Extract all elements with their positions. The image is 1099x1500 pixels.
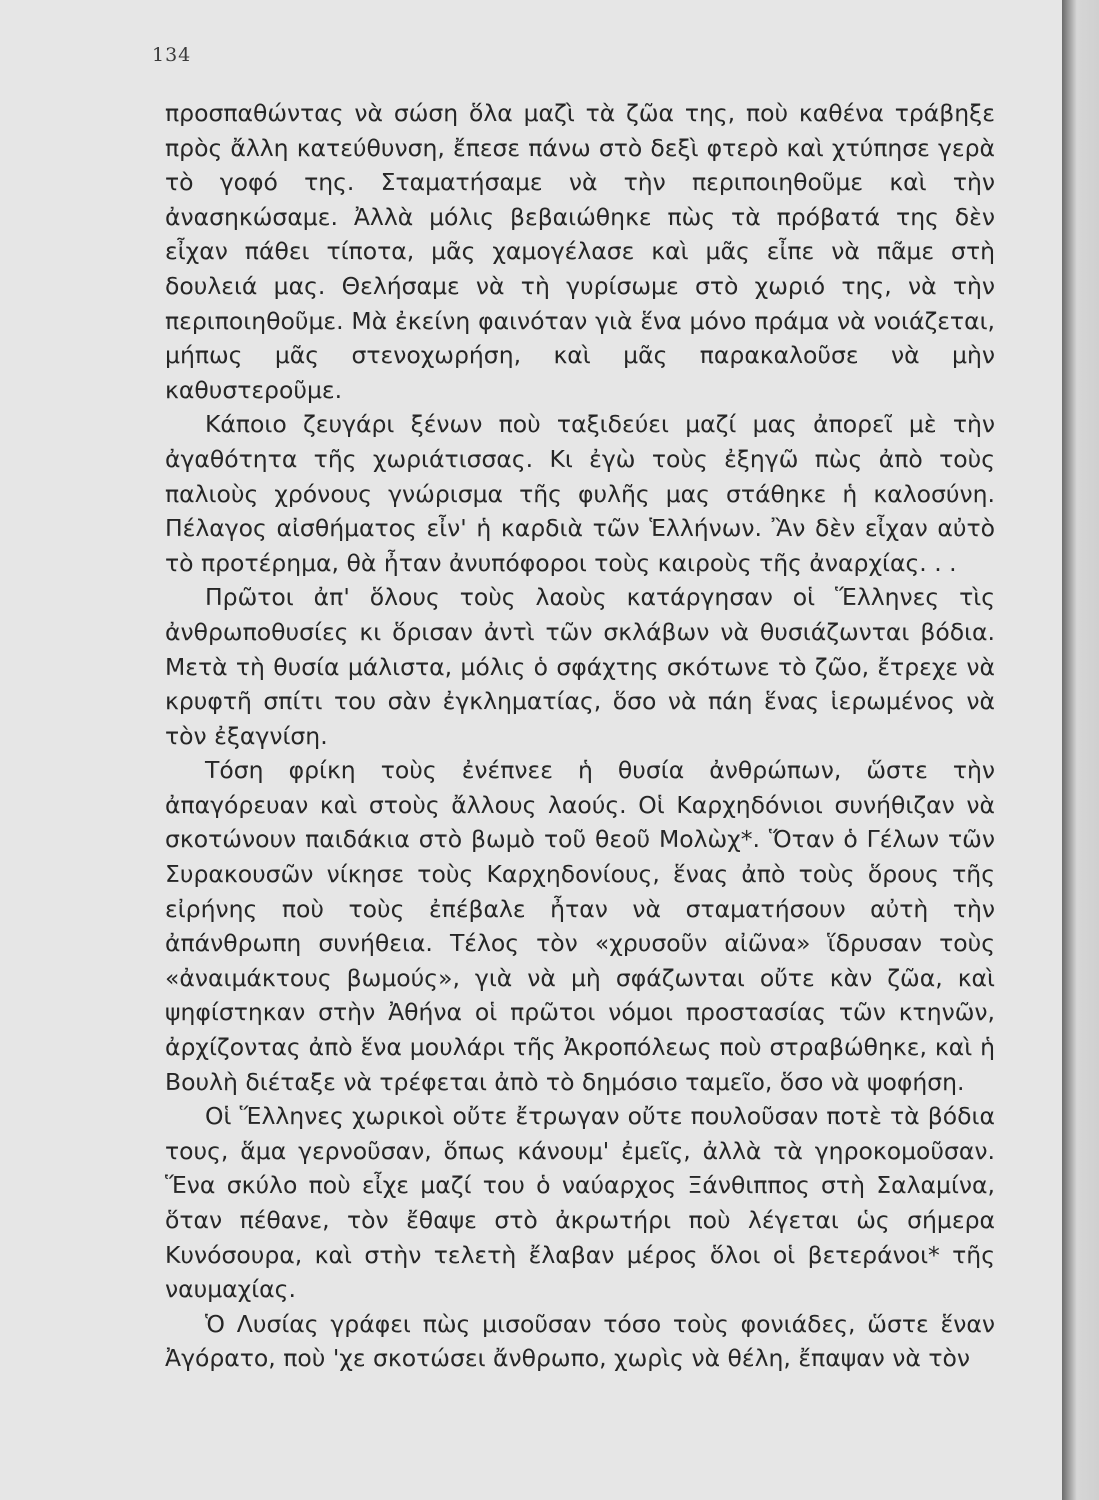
- paragraph: Τόση φρίκη τοὺς ἐνέπνεε ἡ θυσία ἀνθρώπων, ὥστε τὴν ἀπαγόρευαν καὶ στοὺς ἄλλους λαούς. Οἱ Καρχηδόνιοι συνήθιζαν νὰ σκοτώνουν παιδάκια στὸ βωμὸ τοῦ θεοῦ Μολὼχ*. Ὅταν ὁ Γέλων τῶν Συρακουσῶν νίκησε τοὺς Καρχηδονίους, ἕνας ἀπὸ τοὺς ὅρους τῆς εἰρήνης ποὺ τοὺς ἐπέβαλε ἦταν νὰ σταματήσουν αὐτὴ τὴν ἀπάνθρωπη συνήθεια. Τέλος τὸν «χρυσοῦν αἰῶνα» ἵδρυσαν τοὺς «ἀναιμάκτους βωμούς», γιὰ νὰ μὴ σφάζωνται οὔτε κὰν ζῶα, καὶ ψηφίστηκαν στὴν Ἀθήνα οἱ πρῶτοι νόμοι προστασίας τῶν κτηνῶν, ἀρχίζοντας ἀπὸ ἕνα μουλάρι τῆς Ἀκροπόλεως ποὺ στραβώθηκε, καὶ ἡ Βουλὴ διέταξε νὰ τρέφεται ἀπὸ τὸ δημόσιο ταμεῖο, ὅσο νὰ ψοφήση.: [165, 756, 995, 1096]
- paragraph: Κάποιο ζευγάρι ξένων ποὺ ταξιδεύει μαζί μας ἀπορεῖ μὲ τὴν ἀγαθότητα τῆς χωριάτισσας. Κι ἐγὼ τοὺς ἐξηγῶ πὼς ἀπὸ τοὺς παλιοὺς χρόνους γνώρισμα τῆς φυλῆς μας στάθηκε ἡ καλοσύνη. Πέλαγος αἰσθήματος εἶν' ἡ καρδιὰ τῶν Ἑλλήνων. Ἂν δὲν εἶχαν αὐτὸ τὸ προτέρημα, θὰ ἦταν ἀνυπόφοροι τοὺς καιροὺς τῆς ἀναρχίας. . .: [165, 410, 995, 577]
- paragraph: Πρῶτοι ἀπ' ὅλους τοὺς λαοὺς κατάργησαν οἱ Ἕλληνες τὶς ἀνθρωποθυσίες κι ὅρισαν ἀντὶ τῶν σκλάβων νὰ θυσιάζωνται βόδια. Μετὰ τὴ θυσία μάλιστα, μόλις ὁ σφάχτης σκότωνε τὸ ζῶο, ἔτρεχε νὰ κρυφτῆ σπίτι του σὰν ἐγκληματίας, ὅσο νὰ πάη ἕνας ἱερωμένος νὰ τὸν ἐξαγνίση.: [165, 583, 995, 750]
- page-edge-shadow: [1062, 0, 1099, 1500]
- paragraph: Ὁ Λυσίας γράφει πὼς μισοῦσαν τόσο τοὺς φονιάδες, ὥστε ἕναν Ἀγόρατο, ποὺ 'χε σκοτώσει ἄνθρωπο, χωρὶς νὰ θέλη, ἔπαψαν νὰ τὸν: [165, 1309, 995, 1373]
- page-number: 134: [152, 44, 192, 66]
- paragraph: Οἱ Ἕλληνες χωρικοὶ οὔτε ἔτρωγαν οὔτε πουλοῦσαν ποτὲ τὰ βόδια τους, ἅμα γερνοῦσαν, ὅπως κάνουμ' ἐμεῖς, ἀλλὰ τὰ γηροκομοῦσαν. Ἕνα σκύλο ποὺ εἶχε μαζί του ὁ ναύαρχος Ξάνθιππος στὴ Σαλαμίνα, ὅταν πέθανε, τὸν ἔθαψε στὸ ἀκρωτήρι ποὺ λέγεται ὡς σήμερα Κυνόσουρα, καὶ στὴν τελετὴ ἔλαβαν μέρος ὅλοι οἱ βετεράνοι* τῆς ναυμαχίας.: [165, 1102, 995, 1304]
- body-text: [165, 96, 995, 1376]
- paragraph: προσπαθώντας νὰ σώση ὅλα μαζὶ τὰ ζῶα της, ποὺ καθένα τράβηξε πρὸς ἄλλη κατεύθυνση, ἔπεσε πάνω στὸ δεξὶ φτερὸ καὶ χτύπησε γερὰ τὸ γοφό της. Σταματήσαμε νὰ τὴν περιποιηθοῦμε καὶ τὴν ἀνασηκώσαμε. Ἀλλὰ μόλις βεβαιώθηκε πὼς τὰ πρόβατά της δὲν εἶχαν πάθει τίποτα, μᾶς χαμογέλασε καὶ μᾶς εἶπε νὰ πᾶμε στὴ δουλειά μας. Θελήσαμε νὰ τὴ γυρίσωμε στὸ χωριό της, νὰ τὴν περιποιηθοῦμε. Μὰ ἐκείνη φαινόταν γιὰ ἕνα μόνο πράμα νὰ νοιάζεται, μήπως μᾶς στενοχωρήση, καὶ μᾶς παρακαλοῦσε νὰ μὴν καθυστεροῦμε.: [165, 99, 995, 404]
